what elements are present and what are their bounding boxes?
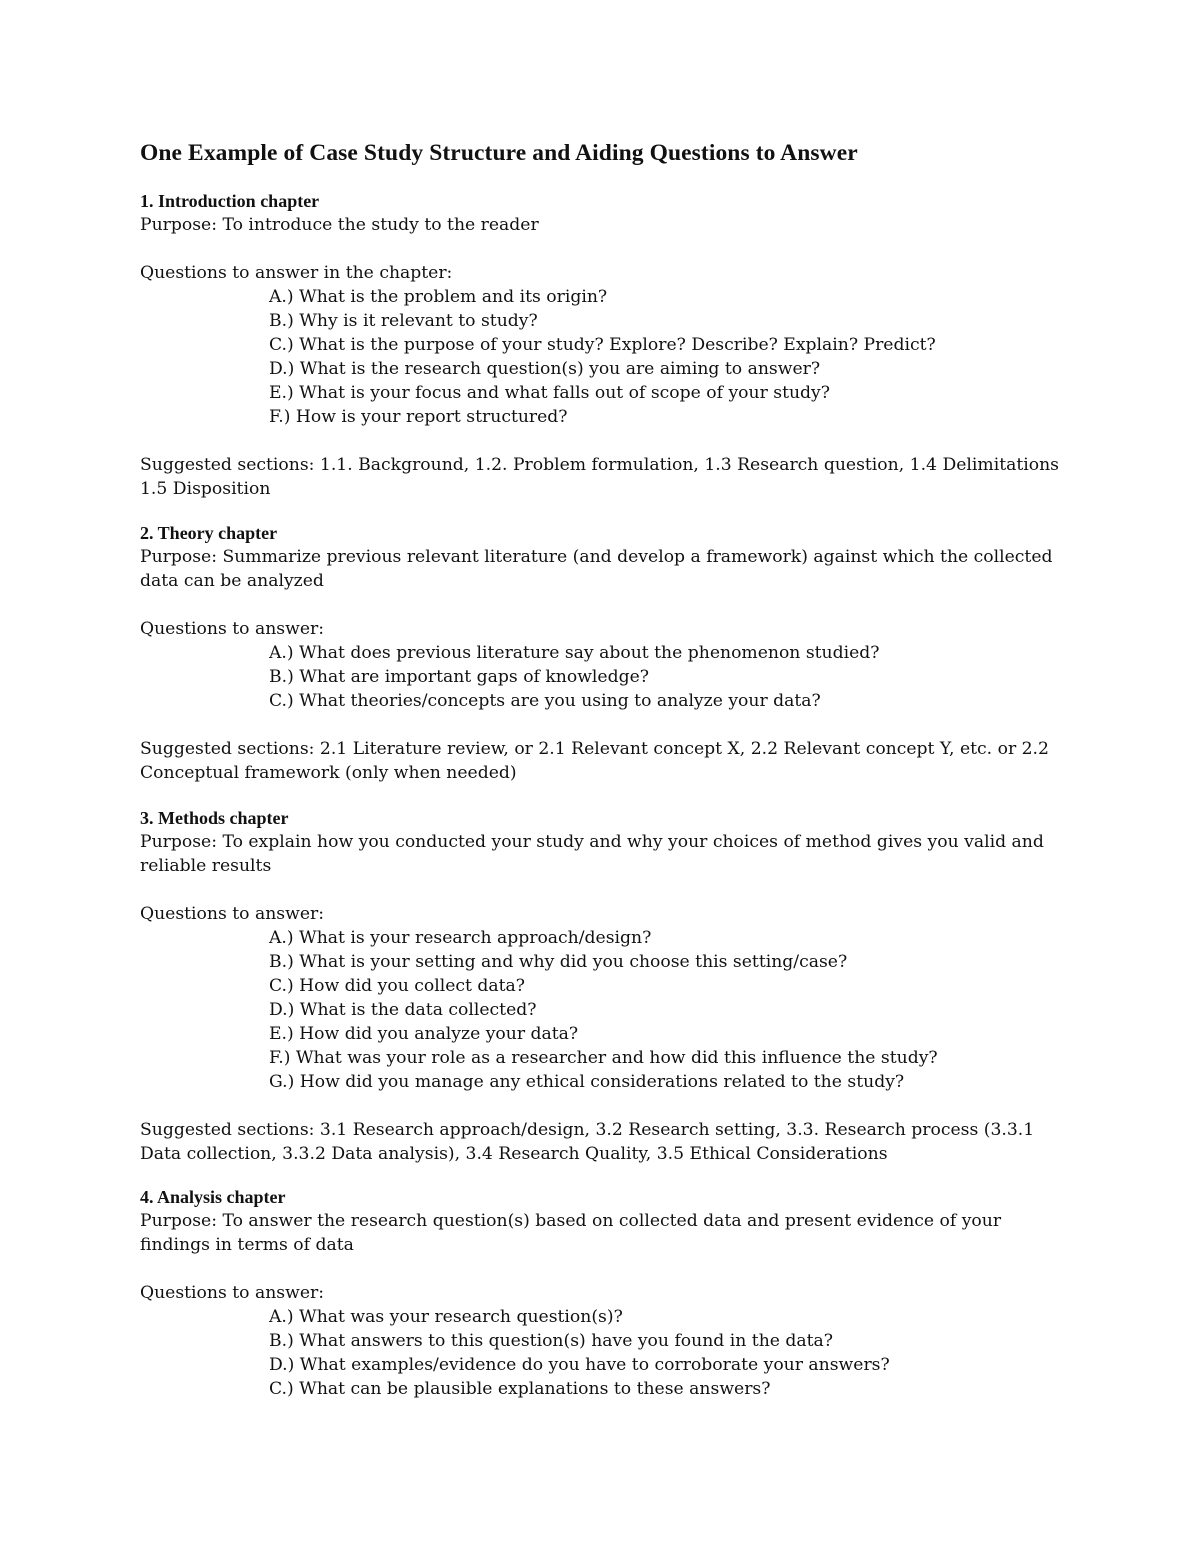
question-item: F.) How is your report structured? [269, 407, 568, 427]
suggested-sections: Suggested sections: 2.1 Literature review, or 2.1 Relevant concept X, 2.2 Relevant concept Y, etc. or 2.2 Conceptual framework (only when needed) [140, 739, 1049, 783]
section-introduction [140, 189, 1070, 501]
question-list [140, 1305, 1070, 1401]
question-item: C.) What theories/concepts are you using to analyze your data? [269, 691, 821, 711]
section-purpose: Purpose: To answer the research question(s) based on collected data and present evidence of your findings in terms of data [140, 1211, 1002, 1255]
questions-heading: Questions to answer in the chapter: [140, 263, 453, 283]
question-item: A.) What was your research question(s)? [269, 1307, 623, 1327]
section-methods [140, 806, 1070, 1166]
suggested-sections: Suggested sections: 1.1. Background, 1.2. Problem formulation, 1.3 Research question, 1.4 Delimitations 1.5 Disposition [140, 455, 1059, 499]
section-theory [140, 521, 1070, 785]
section-heading: 2. Theory chapter [140, 523, 278, 543]
question-item: D.) What is the data collected? [269, 1000, 537, 1020]
question-item: B.) What answers to this question(s) have you found in the data? [269, 1331, 834, 1351]
question-item: D.) What examples/evidence do you have to corroborate your answers? [269, 1355, 890, 1375]
question-item: F.) What was your role as a researcher and how did this influence the study? [269, 1048, 938, 1068]
section-purpose: Purpose: To introduce the study to the reader [140, 215, 539, 235]
document-title: One Example of Case Study Structure and Aiding Questions to Answer [140, 140, 858, 166]
question-item: D.) What is the research question(s) you are aiming to answer? [269, 359, 821, 379]
question-item: A.) What is your research approach/design? [269, 928, 652, 948]
question-item: B.) What are important gaps of knowledge? [269, 667, 649, 687]
question-item: E.) What is your focus and what falls out of scope of your study? [269, 383, 830, 403]
questions-heading: Questions to answer: [140, 904, 325, 924]
section-analysis [140, 1185, 1070, 1401]
section-heading: 4. Analysis chapter [140, 1187, 286, 1207]
questions-heading: Questions to answer: [140, 619, 325, 639]
question-item: G.) How did you manage any ethical considerations related to the study? [269, 1072, 905, 1092]
question-list [140, 641, 1070, 713]
section-purpose: Purpose: Summarize previous relevant literature (and develop a framework) against which the collected data can be analyzed [140, 547, 1053, 591]
suggested-sections: Suggested sections: 3.1 Research approach/design, 3.2 Research setting, 3.3. Research process (3.3.1 Data collection, 3.3.2 Data analysis), 3.4 Research Quality, 3.5 Ethical Considerations [140, 1120, 1035, 1164]
question-list [140, 926, 1070, 1094]
question-item: A.) What does previous literature say about the phenomenon studied? [269, 643, 880, 663]
question-item: B.) Why is it relevant to study? [269, 311, 538, 331]
section-heading: 3. Methods chapter [140, 808, 289, 828]
question-item: B.) What is your setting and why did you choose this setting/case? [269, 952, 848, 972]
section-heading: 1. Introduction chapter [140, 191, 320, 211]
question-item: A.) What is the problem and its origin? [269, 287, 608, 307]
section-purpose: Purpose: To explain how you conducted your study and why your choices of method gives you valid and reliable results [140, 832, 1044, 876]
question-item: C.) What is the purpose of your study? Explore? Describe? Explain? Predict? [269, 335, 936, 355]
question-item: E.) How did you analyze your data? [269, 1024, 579, 1044]
question-item: C.) What can be plausible explanations to these answers? [269, 1379, 771, 1399]
question-list [140, 285, 1070, 429]
questions-heading: Questions to answer: [140, 1283, 325, 1303]
question-item: C.) How did you collect data? [269, 976, 525, 996]
